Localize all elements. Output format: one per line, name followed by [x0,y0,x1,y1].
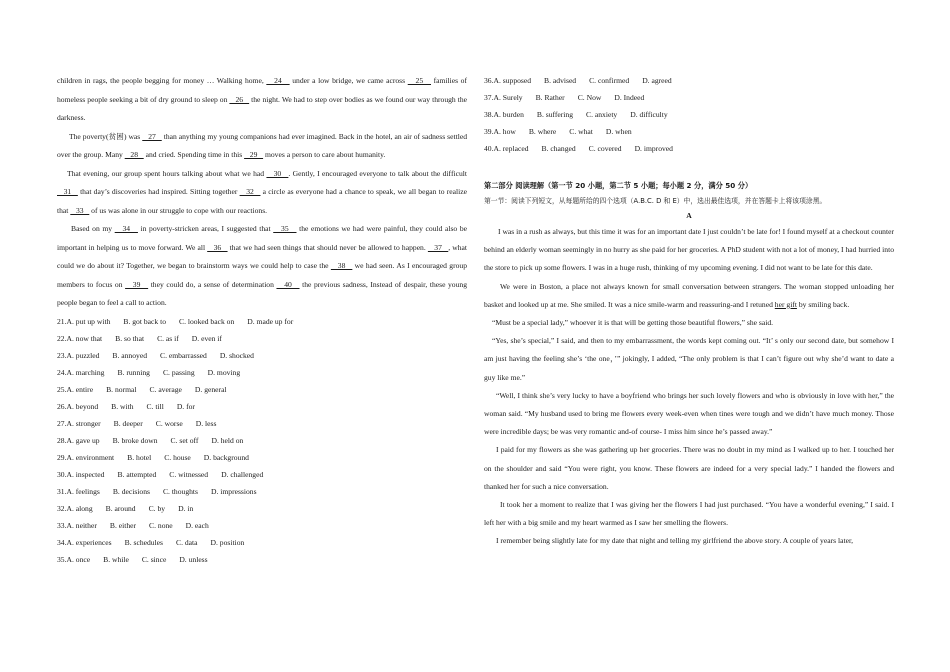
option-c: C. what [569,127,593,136]
option-a: A. inspected [66,469,105,479]
question-number: 27. [57,418,67,428]
option-a: A. puzzled [66,350,100,360]
question-number: 23. [57,350,67,360]
option-b: B. hotel [127,452,152,462]
question-item [57,398,467,415]
question-item [57,483,467,500]
option-d: D. in [178,503,194,513]
option-a: A. burden [493,110,524,119]
option-a: A. entire [66,384,94,394]
question-item [484,106,894,123]
option-a: A. supposed [493,76,532,85]
option-a: A. replaced [493,144,529,153]
cloze-blank: 39 [125,279,149,289]
option-c: C. none [149,520,173,530]
cloze-blank: 37 [427,242,449,252]
option-a: A. stronger [66,418,101,428]
option-c: C. since [141,554,167,564]
option-c: C. passing [162,367,195,377]
cloze-blank: 25 [407,76,431,85]
question-number: 38. [484,110,494,119]
option-a: A. once [66,554,91,564]
cloze-blank: 28 [124,150,144,159]
question-number: 30. [57,469,67,479]
question-item [57,551,467,568]
option-d: D. agreed [642,76,672,85]
question-item [57,313,467,330]
option-c: C. by [148,503,166,513]
question-list-left [57,313,467,568]
question-number: 36. [484,76,494,85]
question-item [57,534,467,551]
passage-paragraph-2: We were in Boston, a place not always known for small conversation between strangers. The woman stopped unloading her basket and looked up at me. She smiled. It was a nice smile-warm and reassuring-and I retuned her gift by smiling back. [484,281,894,309]
option-a: A. marching [66,367,105,377]
option-a: A. neither [66,520,97,530]
option-d: D. difficulty [630,110,668,119]
option-d: D. general [194,384,227,394]
option-d: D. even if [191,333,222,343]
option-c: C. house [164,452,191,462]
option-b: B. annoyed [112,350,147,360]
cloze-blank: 38 [330,261,353,270]
reading-passage [484,223,894,551]
option-b: B. while [103,554,129,564]
option-a: A. along [66,503,93,513]
question-number: 21. [57,316,67,326]
option-c: C. witnessed [169,469,209,479]
option-c: C. set off [170,435,199,445]
cloze-blank: 40 [276,279,300,289]
question-number: 35. [57,554,67,564]
option-b: B. changed [541,144,576,153]
question-item [57,347,467,364]
option-b: B. got back to [123,316,166,326]
cloze-blank: 30 [266,168,289,178]
option-d: D. each [185,520,209,530]
left-column [57,72,467,568]
question-number: 37. [484,93,494,102]
question-item [57,415,467,432]
question-number: 28. [57,435,67,445]
cloze-blank: 36 [207,242,228,252]
option-b: B. either [109,520,137,530]
question-number: 26. [57,401,67,411]
option-b: B. running [117,367,150,377]
option-b: B. around [105,503,136,513]
option-d: D. impressions [210,486,257,496]
passage-paragraph-7: It took her a moment to realize that I was giving her the flowers I had just purchased. “You have a wonderful evening,” I said. I left her with a big smile and my heart warmed as I saw her smelling the flowers. [484,500,894,528]
option-d: D. background [203,452,249,462]
cloze-blank: 27 [142,131,162,141]
option-a: A. how [493,127,516,136]
option-c: C. data [176,537,198,547]
option-b: B. advised [544,76,577,85]
option-c: C. covered [588,144,622,153]
option-b: B. schedules [124,537,164,547]
option-b: B. suffering [536,110,574,119]
cloze-paragraph-2: The poverty(贫困) was 27 than anything my young companions had ever imagined. Back in the hotel, an air of sadness settled over the group. Many 28 and cried. Spending time in this 29 moves a person to care about humanity. [57,131,468,159]
question-item [484,89,894,106]
option-a: A. experiences [66,537,112,547]
passage-paragraph-6: I paid for my flowers as she was gathering up her groceries. There was no doubt in my mind as I walked up to her. I touched her on the shoulder and said “You were right, you know. These flowers are indeed for a very special lady.” I handed the flowers and thanked her for such a nice conversation. [484,445,894,491]
option-d: D. position [210,537,245,547]
option-c: C. average [149,384,182,394]
option-a: A. feelings [66,486,100,496]
option-c: C. as if [157,333,179,343]
option-b: B. with [111,401,134,411]
option-c: C. till [146,401,164,411]
option-a: A. environment [66,452,115,462]
question-number: 29. [57,452,67,462]
option-d: D. when [605,127,632,136]
option-c: C. worse [155,418,183,428]
question-number: 31. [57,486,67,496]
question-number: 39. [484,127,494,136]
question-item [484,140,894,157]
cloze-blank: 24 [266,76,290,85]
option-d: D. less [195,418,217,428]
passage-paragraph-3: “Must be a special lady,” whoever it is that will be getting those beautiful flowers,” she said. [492,318,774,328]
question-item [57,466,467,483]
option-b: B. Rather [535,93,565,102]
option-b: B. attempted [117,469,157,479]
right-column [484,72,894,551]
option-b: B. broke down [112,435,158,445]
option-b: B. decisions [112,486,150,496]
option-c: C. thoughts [162,486,198,496]
question-item [57,432,467,449]
question-number: 22. [57,333,67,343]
question-number: 32. [57,503,67,513]
cloze-passage [57,72,467,313]
cloze-blank: 31 [57,187,78,196]
option-b: B. so that [115,333,145,343]
section-title: 第二部分 阅读理解（第一节 20 小题，第二节 5 小题；每小题 2 分，满分 50 分） [484,181,753,190]
cloze-blank: 34 [114,224,138,233]
question-item [57,364,467,381]
option-d: D. made up for [247,316,294,326]
question-item [57,517,467,534]
option-a: A. put up with [66,316,111,326]
option-a: A. beyond [66,401,99,411]
option-c: C. confirmed [589,76,630,85]
option-c: C. anxiety [586,110,618,119]
option-d: D. shocked [219,350,254,360]
cloze-blank: 35 [273,224,297,233]
cloze-blank: 32 [239,187,261,196]
cloze-paragraph-4: Based on my 34 in poverty-stricken areas, I suggested that 35 the emotions we had were painful, they could also be important in helping us to move forward. We all 36 that we had seen things that should never be allowed to happen. 37 , what could we do about it? Together, we began to brainstorm ways we could help to case the 38 we had seen. As I encouraged group members to focus on 39 they could do, a sense of determination 40 the previous sadness, Instead of despair, these young people began to feel a call to action. [57,224,468,307]
option-b: B. deeper [113,418,143,428]
option-a: A. gave up [66,435,100,445]
option-c: C. Now [577,93,602,102]
passage-paragraph-8: I remember being slightly late for my date that night and telling my girlfriend the above story. A couple of years later, [496,536,854,546]
question-item [57,330,467,347]
cloze-blank: 33 [70,205,90,215]
option-b: B. normal [106,384,137,394]
question-item [484,72,894,89]
question-item [57,381,467,398]
option-a: A. now that [66,333,103,343]
option-d: D. improved [634,144,673,153]
question-number: 24. [57,367,67,377]
passage-paragraph-1: I was in a rush as always, but this time it was for an important date I just couldn’t be late for! I found myself at a checkout counter behind an elderly woman seemingly in no hurry as she paid for her groceries. A PhD student with not a lot of money, I had hurried into the store to pick up some flowers. I was in a huge rush, thinking of my upcoming evening. I did not want to be late for this date. [484,227,894,273]
option-d: D. Indeed [614,93,645,102]
cloze-blank: 26 [229,94,250,104]
passage-label: A [686,211,692,220]
option-a: A. Surely [493,93,523,102]
cloze-paragraph-3: That evening, our group spent hours talking about what we had 30 . Gently, I encouraged everyone to talk about the difficult 31 that day’s discoveries had inspired. Sitting together 32 a circle as everyone had a chance to speak, we all began to realize that 33 of us was alone in our struggle to cope with our reactions. [57,168,468,215]
section-instruction: 第一节：阅读下列短文，从每题所给的四个选项（A.B.C. D 和 E）中，选出最佳选项，并在答题卡上将该项涂黑。 [484,197,827,205]
option-c: C. looked back on [179,316,235,326]
question-item [57,500,467,517]
question-number: 25. [57,384,67,394]
option-d: D. held on [211,435,244,445]
option-b: B. where [528,127,557,136]
passage-paragraph-4: “Yes, she’s special,” I said, and then to my embarrassment, the words kept coming out. “It’ s only our second date, but somehow I am just having the feeling she’s ‘the one，’” jokingly, I added, “The only problem is that I can’t figure out why she’d want to date a guy like me.” [484,336,894,382]
question-number: 34. [57,537,67,547]
option-c: C. embarrassed [160,350,207,360]
question-item [57,449,467,466]
question-item [484,123,894,140]
passage-paragraph-5: “Well, I think she’s very lucky to have a boyfriend who brings her such lovely flowers and who is obviously in love with her,” the woman said. “My husband used to bring me flowers every week-even when tines were tough and we didn’t have much money. Those were incredible days; be was very romantic and-of course- I miss him since he’s passed away.” [484,390,894,437]
question-list-right [484,72,894,157]
cloze-paragraph-1: children in rags, the people begging for money … Walking home, 24 under a low bridge, we came across 25 families of homeless people seeking a bit of dry ground to sleep on 26 the night. We had to step over bodies as we found our way through the darkness. [57,76,468,122]
question-number: 40. [484,144,494,153]
underlined-phrase: her gift [774,299,797,309]
option-d: D. moving [207,367,241,377]
option-d: D. challenged [221,469,264,479]
cloze-blank: 29 [244,150,264,159]
option-d: D. for [176,401,195,411]
option-d: D. unless [179,554,208,564]
question-number: 33. [57,520,67,530]
